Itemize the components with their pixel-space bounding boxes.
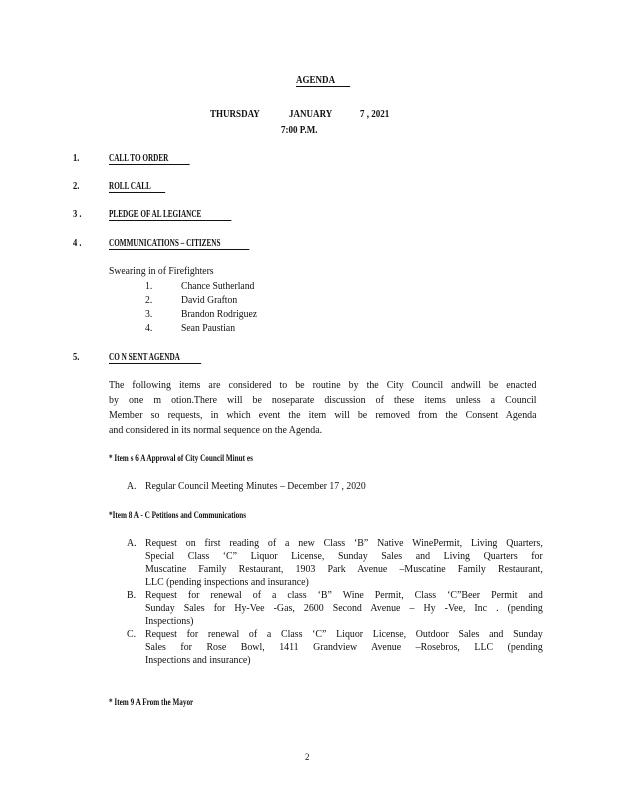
item-line: Request on first reading of a new Class ‘B” Native WinePermit, Living Quarters, (145, 537, 543, 549)
firefighter-name: David Grafton (181, 294, 238, 306)
consent-agenda-paragraph (109, 378, 537, 438)
firefighter-name: Chance Sutherland (181, 280, 255, 292)
firefighter-name: Brandon Rodriguez (181, 308, 258, 320)
list-number: 3. (145, 308, 153, 320)
petitions-list (127, 537, 543, 667)
section-number: 3 . (73, 209, 82, 220)
section-heading-communications: COMMUNICATIONS – CITIZENS (109, 238, 249, 250)
agenda-title: AGENDA (296, 74, 350, 87)
meeting-month: JANUARY (289, 108, 333, 120)
item-line: Special Class ‘C” Liquor License, Sunday Sales and Living Quarters for (145, 550, 543, 562)
item-line: LLC (pending inspections and insurance) (145, 576, 309, 588)
item-line: Sunday Sales for Hy-Vee -Gas, 2600 Second Avenue – Hy -Vee, Inc . (pending (145, 602, 543, 614)
section-number: 4 . (73, 238, 82, 249)
list-item (127, 628, 543, 667)
item-9-heading: * Item 9 A From the Mayor (109, 697, 194, 707)
section-number: 2. (73, 181, 80, 192)
item-line: Sales for Rose Bowl, 1411 Grandview Avenue –Rosebros, LLC (pending (145, 641, 543, 653)
list-number: 1. (145, 280, 153, 292)
meeting-day: THURSDAY (210, 108, 260, 120)
item-6-heading: * Item s 6 A Approval of City Council Minut es (109, 453, 253, 463)
item-label: C. (127, 628, 137, 640)
section-heading-roll-call: ROLL CALL (109, 181, 165, 193)
meeting-date: 7 , 2021 (360, 108, 390, 120)
section-heading-call-to-order: CALL TO ORDER (109, 153, 190, 165)
item-line: Muscatine Family Restaurant, 1903 Park Avenue –Muscatine Family Restaurant, (145, 563, 543, 575)
item-label: A. (127, 537, 137, 549)
item-line: Inspections) (145, 615, 194, 627)
list-number: 4. (145, 322, 153, 334)
list-number: 2. (145, 294, 153, 306)
item-line: Inspections and insurance) (145, 654, 251, 666)
paragraph-line: The following items are considered to be routine by the City Council andwill be enacted (109, 379, 537, 391)
firefighter-name: Sean Paustian (181, 322, 236, 334)
item-label: A. (127, 480, 137, 492)
item-line: Request for renewal of a Class ‘C” Liquor License, Outdoor Sales and Sunday (145, 628, 543, 640)
item-label: B. (127, 589, 137, 601)
list-item (127, 589, 543, 628)
section-number: 1. (73, 153, 80, 164)
page-number: 2 (305, 752, 310, 762)
paragraph-line: by one m otion.There will be noseparate discussion of these items unless a Council (109, 394, 537, 406)
section-heading-consent-agenda: CO N SENT AGENDA (109, 352, 201, 364)
paragraph-line: Member so requests, in which event the item will be removed from the Consent Agenda (109, 409, 537, 421)
item-line: Request for renewal of a class ‘B” Wine Permit, Class ‘C”Beer Permit and (145, 589, 543, 601)
section-heading-pledge: PLEDGE OF AL LEGIANCE (109, 209, 232, 221)
paragraph-line: and considered in its normal sequence on the Agenda. (109, 424, 323, 436)
section-number: 5. (73, 352, 80, 363)
swearing-in-intro: Swearing in of Firefighters (109, 265, 214, 277)
meeting-time: 7:00 P.M. (281, 124, 318, 136)
list-item (127, 537, 543, 589)
item-8-heading: *Item 8 A - C Petitions and Communications (109, 510, 247, 520)
minutes-item: Regular Council Meeting Minutes – December 17 , 2020 (145, 480, 366, 492)
